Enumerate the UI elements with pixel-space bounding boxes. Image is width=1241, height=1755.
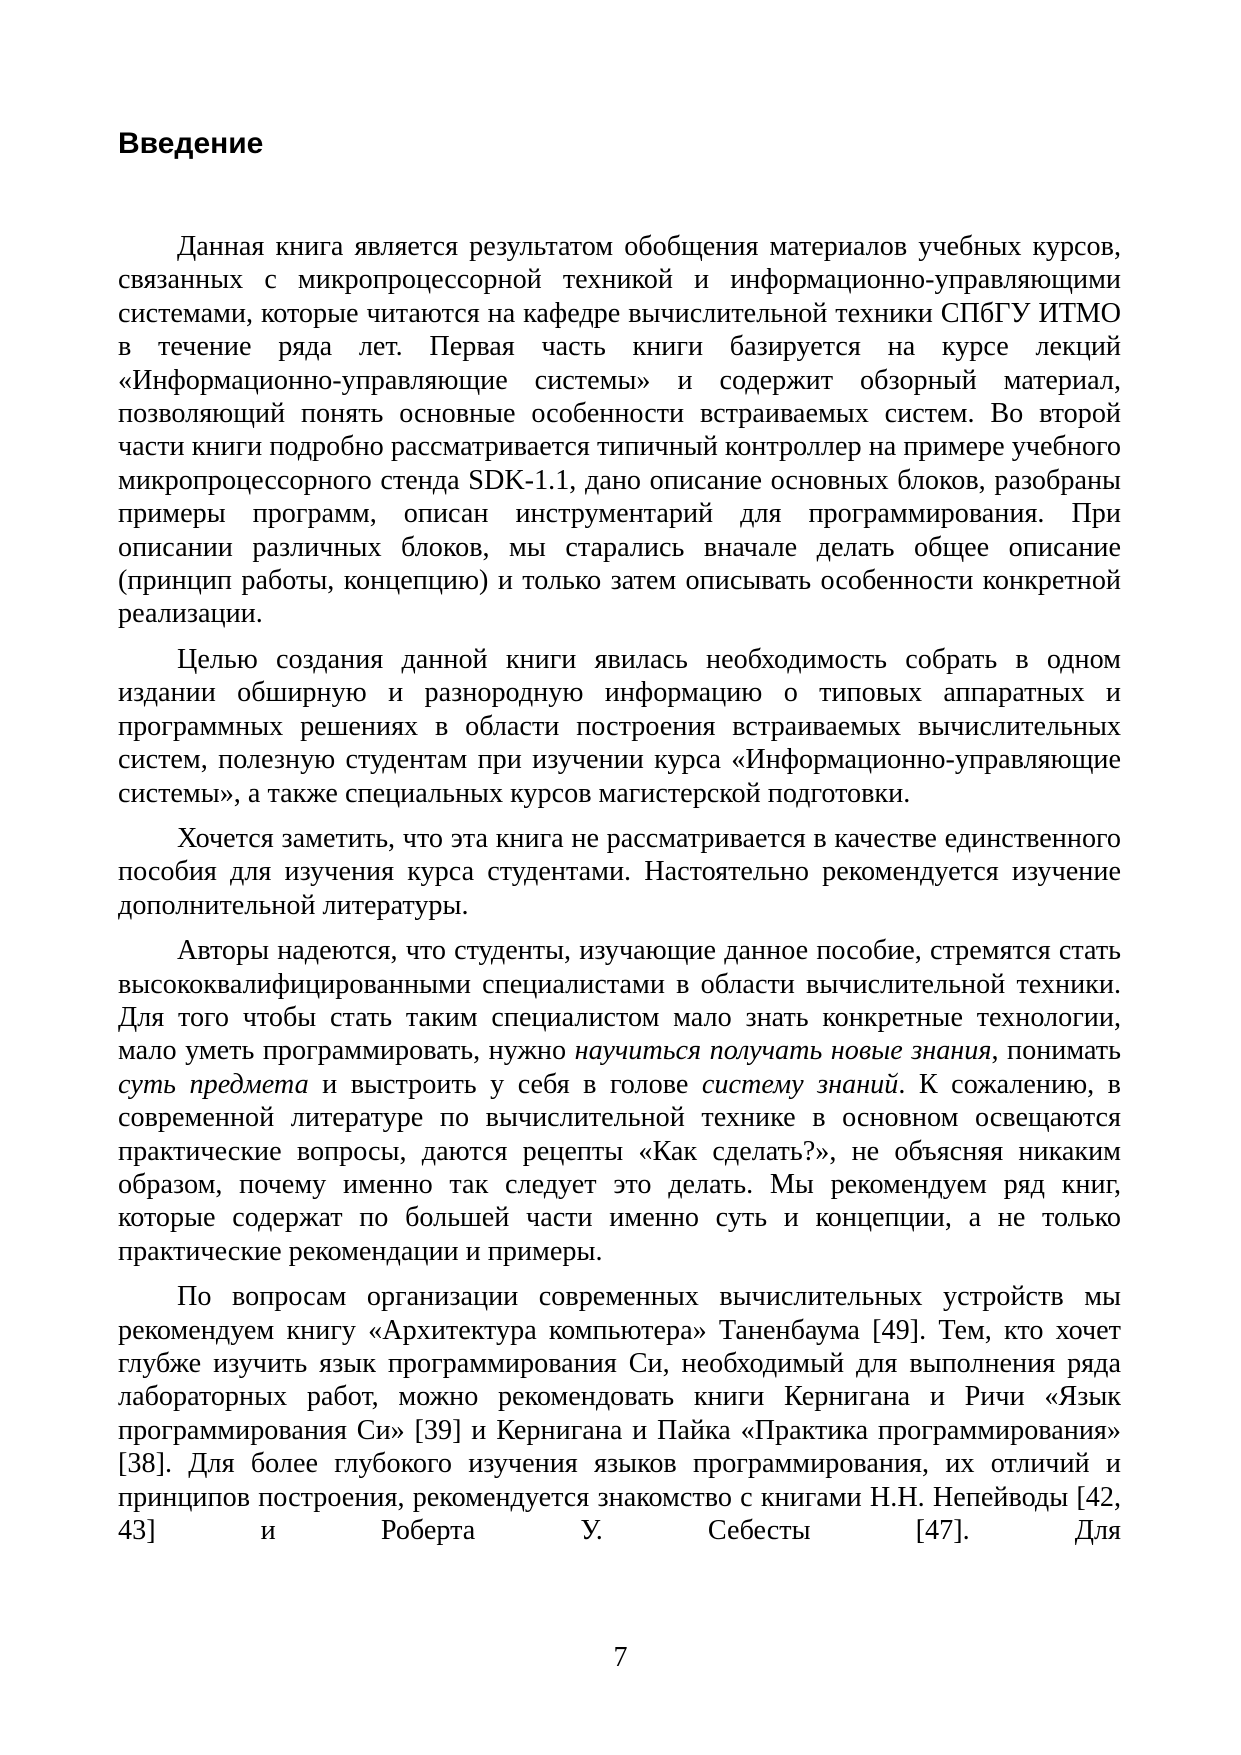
body-text	[118, 230, 1121, 1559]
emphasis-new-knowledge: научиться получать новые знания	[574, 1035, 992, 1067]
section-title: Введение	[118, 127, 264, 160]
emphasis-subject-essence: суть предмета	[118, 1068, 309, 1100]
paragraph-4-text: , понимать	[991, 1035, 1121, 1067]
paragraph-4-text: и выстроить у себя в голове	[308, 1068, 702, 1100]
paragraph-4-text: . К сожалению, в современной литературе по вычислительной технике в основном освещаются практические вопросы, даются рецепты «Как сделать?», не объясняя никаким образом, почему именно так следует это делать. Мы рекомендуем ряд книг, которые содержат по большей части именно суть и концепции, а не только практические рекомендации и примеры.	[118, 1068, 1121, 1267]
paragraph-3: Хочется заметить, что эта книга не рассматривается в качестве единственного пособия для изучения курса студентами. Настоятельно рекомендуется изучение дополнительной литературы.	[118, 822, 1121, 921]
emphasis-knowledge-system: систему знаний	[701, 1068, 899, 1100]
paragraph-4-text: Авторы надеются, что студенты, изучающие данное пособие, стремятся стать высококвалифицированными специалистами в области вычислительной техники. Для того чтобы стать таким специалистом мало знать конкретные технологии, мало уметь программировать, нужно	[118, 935, 1121, 1067]
paragraph-5: По вопросам организации современных вычислительных устройств мы рекомендуем книгу «Архитектура компьютера» Таненбаума [49]. Тем, кто хочет глубже изучить язык программирования Си, необходимый для выполнения ряда лабораторных работ, можно рекомендовать книги Кернигана и Ричи «Язык программирования Си» [39] и Кернигана и Пайка «Практика программирования» [38]. Для более глубокого изучения языков программирования, их отличий и принципов построения, рекомендуется знакомство с книгами Н.Н. Непейводы [42, 43] и Роберта У. Себесты [47]. Для	[118, 1281, 1121, 1547]
paragraph-4	[118, 934, 1121, 1268]
paragraph-1: Данная книга является результатом обобщения материалов учебных курсов, связанных с микропроцессорной техникой и информационно-управляющими системами, которые читаются на кафедре вычислительной техники СПбГУ ИТМО в течение ряда лет. Первая часть книги базируется на курсе лекций «Информационно-управляющие системы» и содержит обзорный материал, позволяющий понять основные особенности встраиваемых систем. Во второй части книги подробно рассматривается типичный контроллер на примере учебного микропроцессорного стенда SDK-1.1, дано описание основных блоков, разобраны примеры программ, описан инструментарий для программирования. При описании различных блоков, мы старались вначале делать общее описание (принцип работы, концепцию) и только затем описывать особенности конкретной реализации.	[118, 231, 1121, 630]
page-number: 7	[613, 1642, 628, 1673]
paragraph-2: Целью создания данной книги явилась необходимость собрать в одном издании обширную и разнородную информацию о типовых аппаратных и программных решениях в области построения встраиваемых вычислительных систем, полезную студентам при изучении курса «Информационно-управляющие системы», а также специальных курсов магистерской подготовки.	[118, 643, 1121, 809]
